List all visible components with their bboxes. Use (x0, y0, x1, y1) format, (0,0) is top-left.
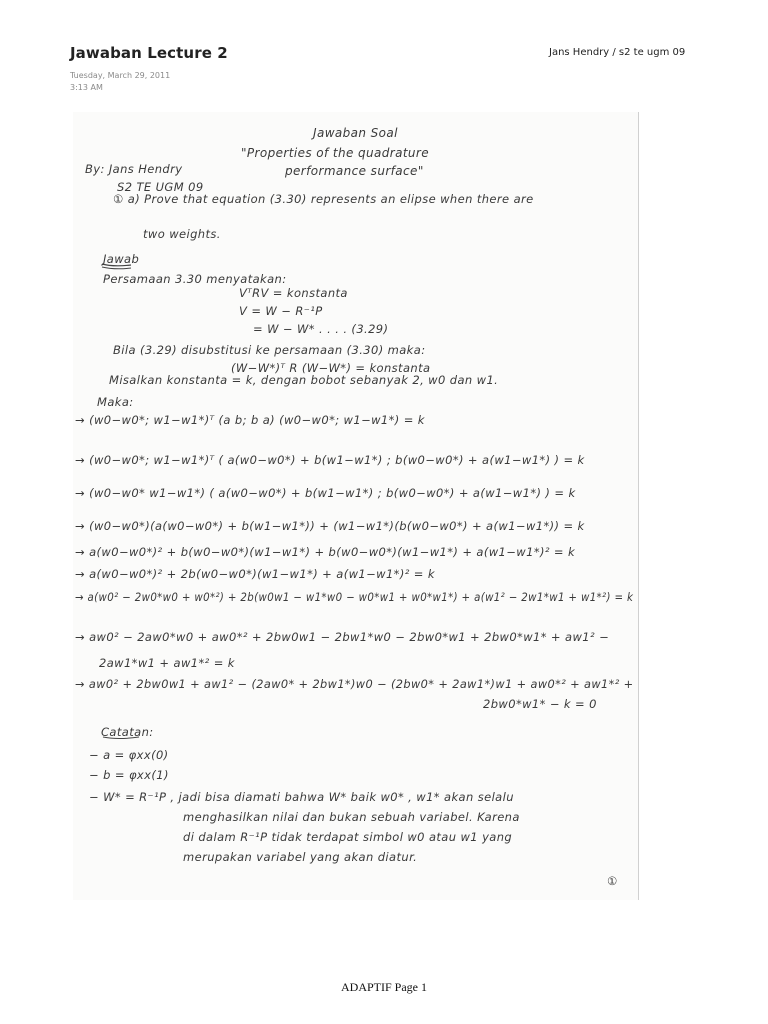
scan-line: di dalam R⁻¹P tidak terdapat simbol w0 atau w1 yang (183, 830, 513, 844)
page-footer: ADAPTIF Page 1 (341, 980, 427, 994)
scan-line: → aw0² + 2bw0w1 + aw1² − (2aw0* + 2bw1*)w0 − (2bw0* + 2aw1*)w1 + aw0*² + aw1*² + (75, 677, 634, 691)
scan-line: = W − W* . . . . (3.29) (253, 322, 389, 336)
scan-line: Jawaban Soal (313, 126, 398, 140)
scan-line: ① a) Prove that equation (3.30) represents an elipse when there are (113, 192, 534, 206)
scan-line: → a(w0−w0*)² + b(w0−w0*)(w1−w1*) + b(w0−w0*)(w1−w1*) + a(w1−w1*)² = k (75, 545, 576, 559)
scan-line: Maka: (97, 395, 134, 409)
scan-line: − b = φxx(1) (89, 768, 169, 782)
page-date: Tuesday, March 29, 2011 (70, 71, 171, 80)
scan-line: Persamaan 3.30 menyatakan: (103, 272, 287, 286)
scan-line: → a(w0−w0*)² + 2b(w0−w0*)(w1−w1*) + a(w1−w1*)² = k (75, 567, 435, 581)
page-time: 3:13 AM (70, 83, 103, 92)
scan-line: ① (607, 874, 618, 888)
page-title: Jawaban Lecture 2 (70, 44, 228, 62)
scan-line: merupakan variabel yang akan diatur. (183, 850, 418, 864)
scan-line: → (w0−w0*; w1−w1*)ᵀ ( a(w0−w0*) + b(w1−w1*) ; b(w0−w0*) + a(w1−w1*) ) = k (75, 453, 585, 467)
scan-line: menghasilkan nilai dan bukan sebuah variabel. Karena (183, 810, 520, 824)
scan-line: V = W − R⁻¹P (239, 304, 323, 318)
scan-line: → aw0² − 2aw0*w0 + aw0*² + 2bw0w1 − 2bw1*w0 − 2bw0*w1 + 2bw0*w1* + aw1² − (75, 630, 610, 644)
scan-line: Misalkan konstanta = k, dengan bobot sebanyak 2, w0 dan w1. (109, 373, 499, 387)
scan-line: Jawab (103, 252, 140, 266)
scan-line: (W−W*)ᵀ R (W−W*) = konstanta (231, 361, 431, 375)
scan-line: two weights. (143, 227, 221, 241)
scan-line: Bila (3.29) disubstitusi ke persamaan (3.30) maka: (113, 343, 426, 357)
scan-line: Catatan: (101, 725, 154, 739)
scan-line: − a = φxx(0) (89, 748, 169, 762)
scan-line: → a(w0² − 2w0*w0 + w0*²) + 2b(w0w1 − w1*w0 − w0*w1 + w0*w1*) + a(w1² − 2w1*w1 + w1*²) = k (75, 590, 634, 604)
scan-line: → (w0−w0*)(a(w0−w0*) + b(w1−w1*)) + (w1−w1*)(b(w0−w0*) + a(w1−w1*)) = k (75, 519, 585, 533)
scan-line: 2aw1*w1 + aw1*² = k (99, 656, 235, 670)
scan-line: "Properties of the quadrature (241, 146, 430, 160)
author-label: Jans Hendry / s2 te ugm 09 (549, 47, 686, 58)
scan-line: VᵀRV = konstanta (239, 286, 348, 300)
handwritten-scan (73, 112, 639, 900)
scan-line: 2bw0*w1* − k = 0 (483, 697, 597, 711)
scan-line: S2 TE UGM 09 (117, 180, 204, 194)
scan-line: − W* = R⁻¹P , jadi bisa diamati bahwa W* baik w0* , w1* akan selalu (89, 790, 514, 804)
scan-line: → (w0−w0*; w1−w1*)ᵀ (a b; b a) (w0−w0*; w1−w1*) = k (75, 413, 425, 427)
scan-line: → (w0−w0* w1−w1*) ( a(w0−w0*) + b(w1−w1*) ; b(w0−w0*) + a(w1−w1*) ) = k (75, 486, 576, 500)
scan-line: performance surface" (285, 164, 424, 178)
scan-line: By: Jans Hendry (85, 162, 183, 176)
